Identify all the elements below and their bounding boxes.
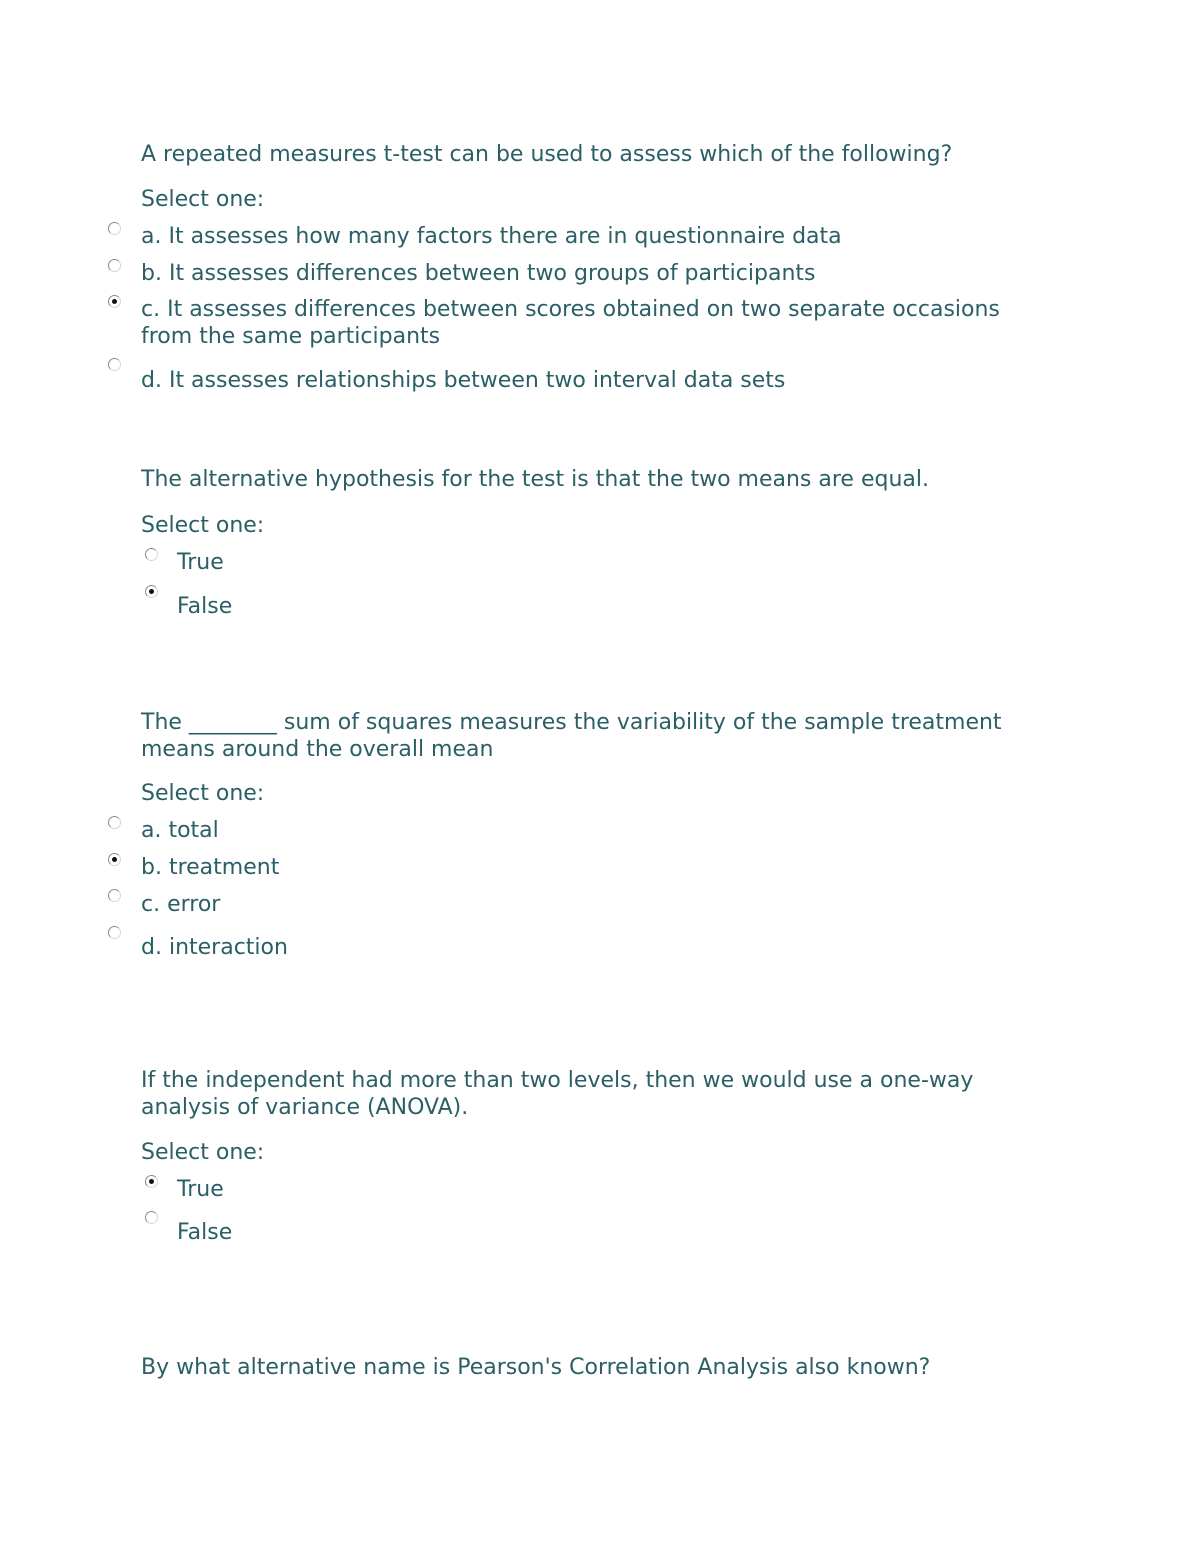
question-1-option-b-label[interactable]: b. It assesses differences between two groups of participants <box>141 261 816 286</box>
question-2-false-radio[interactable] <box>145 585 158 598</box>
question-3-option-b-label[interactable]: b. treatment <box>141 855 280 880</box>
question-1-option-c-radio[interactable] <box>108 295 121 308</box>
question-1-option-d-radio[interactable] <box>108 358 121 371</box>
question-3-stem: The ________ sum of squares measures the variability of the sample treatment means around the overall mean <box>141 710 1009 762</box>
question-3-option-a-label[interactable]: a. total <box>141 818 219 843</box>
question-2-true-label[interactable]: True <box>177 550 224 575</box>
question-2-false-label[interactable]: False <box>177 594 233 619</box>
question-3-option-c-radio[interactable] <box>108 889 121 902</box>
question-3-option-c-label[interactable]: c. error <box>141 892 221 917</box>
question-4-select-label: Select one: <box>141 1140 265 1165</box>
question-5-stem: By what alternative name is Pearson's Correlation Analysis also known? <box>141 1355 931 1380</box>
question-4-false-radio[interactable] <box>145 1211 158 1224</box>
question-3-option-b-radio[interactable] <box>108 853 121 866</box>
question-1-option-a-radio[interactable] <box>108 222 121 235</box>
question-3-option-d-label[interactable]: d. interaction <box>141 935 288 960</box>
question-1-option-a-label[interactable]: a. It assesses how many factors there are in questionnaire data <box>141 224 842 249</box>
question-1-select-label: Select one: <box>141 187 265 212</box>
question-1-option-d-label[interactable]: d. It assesses relationships between two interval data sets <box>141 368 786 393</box>
question-4-stem: If the independent had more than two levels, then we would use a one-way analysis of variance (ANOVA). <box>141 1068 981 1120</box>
question-2-select-label: Select one: <box>141 513 265 538</box>
question-1-stem: A repeated measures t-test can be used to assess which of the following? <box>141 142 953 167</box>
question-2-stem: The alternative hypothesis for the test is that the two means are equal. <box>141 467 929 492</box>
question-1-option-c-label[interactable]: c. It assesses differences between scores obtained on two separate occasions from the same participants <box>141 297 1000 349</box>
question-4-true-radio[interactable] <box>145 1175 158 1188</box>
question-3-option-a-radio[interactable] <box>108 816 121 829</box>
question-3-select-label: Select one: <box>141 781 265 806</box>
question-4-true-label[interactable]: True <box>177 1177 224 1202</box>
question-3-option-d-radio[interactable] <box>108 926 121 939</box>
question-2-true-radio[interactable] <box>145 548 158 561</box>
question-4-false-label[interactable]: False <box>177 1220 233 1245</box>
question-1-option-b-radio[interactable] <box>108 259 121 272</box>
